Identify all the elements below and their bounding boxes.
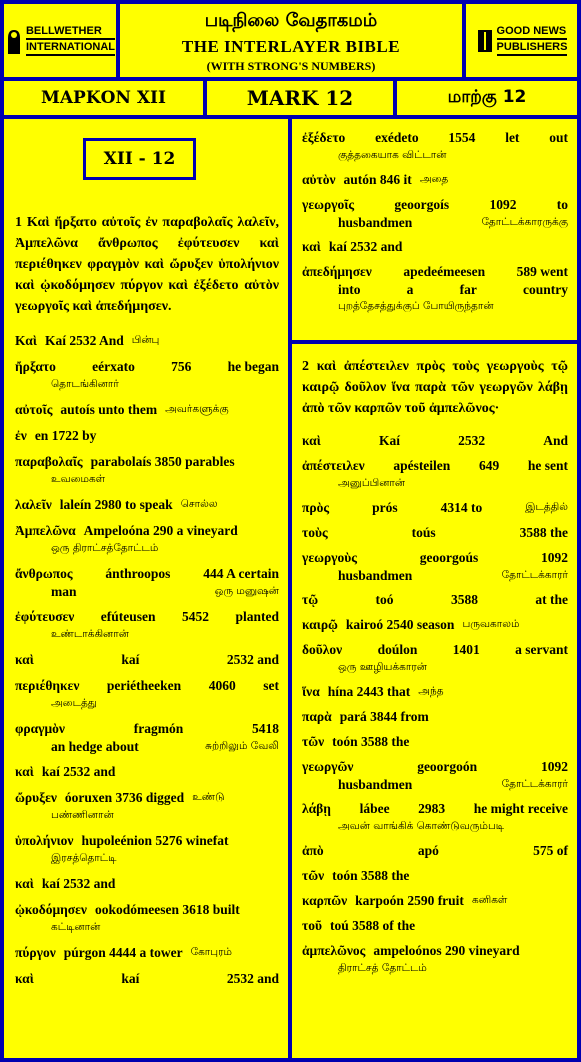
greek-word: τῶν [302,734,325,749]
word-detail: parabolaís 3850 parables [90,454,235,469]
tamil-gloss: தோட்டக்காரர் [501,778,568,790]
left-column [15,212,279,995]
word-entry [302,866,568,885]
word-entry [302,431,568,450]
word-detail: country [522,282,568,297]
greek-word: γεωργοῖς [302,197,355,212]
publisher-logo-left [4,4,116,77]
greek-word: πύργον [15,945,56,960]
word-detail: Kaí [378,433,400,448]
book-icon [476,26,494,56]
greek-word: καὶ [15,876,34,891]
tamil-gloss: திராட்சத் தோட்டம் [338,962,427,974]
tamil-gloss: இடத்தில் [525,501,568,513]
word-detail: kaí [121,652,140,667]
word-detail: toú 3588 of the [329,918,416,933]
word-entry [302,891,568,910]
greek-word: γεωργοὺς [302,550,357,565]
word-detail: en 1722 by [34,428,97,443]
word-detail: 4060 [208,678,236,693]
word-entry [302,456,568,492]
word-detail: set [263,678,279,693]
greek-word: ἤρξατο [15,359,56,374]
word-entry [15,650,279,669]
greek-word: πρὸς [302,500,330,515]
word-detail: hupoleénion 5276 winefat [81,833,229,848]
word-detail: fragmón [133,721,184,736]
greek-word: αὐτὸν [302,172,336,187]
greek-word: ἄνθρωπος [15,566,73,581]
greek-word: ἵνα [302,684,320,699]
word-entry [302,799,568,835]
tamil-gloss: பருவகாலம் [462,618,520,630]
tamil-gloss: தோட்டக்காரர் [501,569,568,581]
tamil-gloss: புறத்தேசத்துக்குப் போயிருந்தான் [338,300,494,312]
word-entry [15,331,279,350]
greek-word: καὶ [15,652,34,667]
word-detail: 2983 [418,801,446,816]
word-detail: kaí 2532 and [41,876,116,891]
word-entry [15,607,279,643]
word-detail: he sent [527,458,568,473]
word-detail: kaí 2532 and [328,239,403,254]
tamil-gloss: ஒரு திராட்சத்தோட்டம் [51,542,159,554]
word-detail: geoorgoón [417,759,478,774]
greek-word: γεωργῶν [302,759,354,774]
word-detail: toón 3588 the [332,868,410,883]
word-detail: doúlon [377,642,418,657]
word-entry [15,495,279,514]
greek-word: φραγμὸν [15,721,65,736]
word-detail: kairoó 2540 season [345,617,455,632]
greek-word: ἐν [15,428,27,443]
word-entry [15,426,279,445]
word-detail: a [406,282,414,297]
word-detail: 2532 [458,433,486,448]
ram-icon [5,26,23,56]
word-detail: hína 2443 that [327,684,411,699]
word-entry [15,788,279,824]
tamil-gloss: பின்பு [131,334,160,346]
word-entry [15,719,279,755]
word-entry [15,762,279,781]
word-entry [15,357,279,393]
word-detail: 1554 [448,130,476,145]
word-detail: autoís unto them [60,402,158,417]
word-detail: man [51,584,77,599]
greek-word: ᾠκοδόμησεν [15,902,87,917]
word-detail: he might receive [473,801,568,816]
word-entry [302,590,568,609]
tamil-gloss: அவன் வாங்கிக் கொண்டுவரும்படி [338,820,505,832]
word-detail: planted [235,609,279,624]
logo-left-line2: INTERNATIONAL [26,41,115,56]
word-entry [302,548,568,584]
greek-word: ὑπολήνιον [15,833,74,848]
tamil-gloss: உவமைகள் [51,473,106,485]
tamil-gloss: அனுப்பினான் [338,477,406,489]
greek-word: καὶ [15,764,34,779]
greek-word: περιέθηκεν [15,678,80,693]
word-detail: ampeloónos 290 vineyard [373,943,520,958]
word-detail: 1092 [540,759,568,774]
word-detail: geoorgoís [394,197,450,212]
word-detail: he began [227,359,279,374]
greek-word: ἀπὸ [302,843,324,858]
greek-word: ὤρυξεν [15,790,57,805]
word-entry [302,682,568,701]
logo-left-line1: BELLWETHER [26,25,115,40]
word-detail: an hedge about [51,739,139,754]
tamil-gloss: அதை [419,173,449,185]
word-detail: 444 A certain [203,566,279,581]
word-detail: husbandmen [338,215,413,230]
title-subtitle: (WITH STRONG'S NUMBERS) [206,59,376,73]
tamil-gloss: ஒரு ஊழியக்காரன் [338,661,427,673]
greek-word: τοὺς [302,525,328,540]
word-entry [302,941,568,977]
tamil-gloss: கட்டினான் [51,921,101,933]
word-detail: to [556,197,568,212]
word-entry [15,831,279,867]
word-detail: far [459,282,477,297]
word-detail: out [549,130,568,145]
greek-word: καὶ [302,433,321,448]
top-right-word-list [302,128,568,321]
word-detail: kaí [121,971,140,986]
word-detail: ánthroopos [105,566,171,581]
word-detail: 4314 to [440,500,483,515]
greek-chapter-label: ΜΑΡΚΟΝ ΧΙΙ [4,81,203,115]
word-entry [302,128,568,164]
word-detail: Ampeloóna 290 a vineyard [83,523,238,538]
greek-word: ἐφύτευσεν [15,609,75,624]
tamil-gloss: தொடங்கினார் [51,378,119,390]
greek-word: παρὰ [302,709,332,724]
word-entry [15,564,279,600]
right-column [302,356,568,983]
word-detail: husbandmen [338,777,413,792]
word-detail: autón 846 it [343,172,412,187]
word-detail: toó [375,592,394,607]
word-entry [302,757,568,793]
greek-word: ἀπέστειλεν [302,458,365,473]
word-detail: prós [372,500,398,515]
word-detail: apó [417,843,439,858]
title-tamil: படிநிலை வேதாகமம் [204,10,378,31]
word-detail: toón 3588 the [332,734,410,749]
publisher-logo-right [466,4,577,77]
word-entry [302,523,568,542]
word-detail: pará 3844 from [339,709,429,724]
greek-word: καὶ [302,239,321,254]
tamil-gloss: அவர்களுக்கு [165,403,229,415]
word-detail: 1401 [452,642,480,657]
word-detail: 2532 and [226,971,279,986]
word-detail: a servant [515,642,568,657]
logo-right-line1: GOOD NEWS [497,25,568,40]
word-entry [15,521,279,557]
word-detail: kaí 2532 and [41,764,116,779]
word-detail: let [505,130,520,145]
word-entry [302,237,568,256]
logo-right-line2: PUBLISHERS [497,41,568,56]
greek-word: λαλεῖν [15,497,52,512]
title-english: THE INTERLAYER BIBLE [181,37,401,56]
greek-word: παραβολαῖς [15,454,83,469]
word-entry [302,170,568,189]
word-detail: apedeémeesen [403,264,486,279]
word-detail: And [543,433,568,448]
greek-word: τῷ [302,592,319,607]
tamil-gloss: பண்ணினான் [51,809,114,821]
word-detail: 1092 [540,550,568,565]
tamil-gloss: சொல்ல [180,498,218,510]
word-detail: púrgon 4444 a tower [63,945,183,960]
word-entry [15,874,279,893]
word-entry [15,400,279,419]
word-detail: 3588 the [519,525,568,540]
word-entry [302,262,568,315]
greek-word: ἀμπελῶνος [302,943,366,958]
word-detail: 3588 [450,592,478,607]
word-entry [15,900,279,936]
word-detail: 1092 [489,197,517,212]
word-detail: eérxato [92,359,135,374]
word-entry [15,943,279,962]
tamil-gloss: குத்தகையாக விட்டான் [338,149,447,161]
word-detail: laleín 2980 to speak [59,497,173,512]
word-detail: lábee [359,801,390,816]
word-detail: 5452 [182,609,209,624]
word-entry [15,452,279,488]
greek-word: καρπῶν [302,893,348,908]
greek-word: τῶν [302,868,325,883]
tamil-gloss: தோட்டக்காரருக்கு [481,216,568,228]
word-entry [302,615,568,634]
word-detail: geoorgoús [419,550,479,565]
word-detail: toús [411,525,436,540]
word-detail: apésteilen [393,458,451,473]
greek-word: Ἀμπελῶνα [15,523,76,538]
tamil-gloss: உண்டாக்கினான் [51,628,129,640]
tamil-gloss: இரசத்தொட்டி [51,852,117,864]
title-block [120,4,462,77]
tamil-gloss: கனிகள் [471,894,508,906]
greek-word: Καὶ [15,333,37,348]
greek-word: καὶ [15,971,34,986]
tamil-chapter-label: மாற்கு 12 [397,81,577,115]
greek-word: τοῦ [302,918,322,933]
tamil-gloss: அடைத்து [51,697,97,709]
word-detail: exédeto [375,130,419,145]
greek-word: καιρῷ [302,617,338,632]
greek-word: ἐξέδετο [302,130,346,145]
chapter-box: XII - 12 [83,138,196,180]
word-detail: óoruxen 3736 digged [64,790,185,805]
word-detail: ookodómeesen 3618 built [94,902,240,917]
tamil-gloss: ஒரு மனுஷன் [214,585,279,597]
word-detail: efúteusen [100,609,156,624]
word-detail: husbandmen [338,568,413,583]
word-detail: 5418 [252,721,279,736]
word-entry [302,195,568,231]
right-word-list [302,431,568,977]
word-entry [302,841,568,860]
word-entry [15,676,279,712]
word-detail: karpoón 2590 fruit [355,893,464,908]
word-entry [302,707,568,726]
greek-word: ἀπεδήμησεν [302,264,372,279]
word-detail: 575 of [533,843,568,858]
word-detail: 649 [478,458,500,473]
word-entry [302,498,568,517]
left-word-list [15,331,279,988]
word-detail: into [338,282,361,297]
tamil-gloss: கோபுரம் [190,946,232,958]
greek-word: δοῦλον [302,642,343,657]
word-entry [302,916,568,935]
word-detail: 2532 and [226,652,279,667]
verse-1-text: 1 Καὶ ἤρξατο αὐτοῖς ἐν παραβολαῖς λαλεῖν, Ἀμπελῶνα ἄνθρωπος ἐφύτευσεν καὶ περιέθηκεν φραγμὸν καὶ ὤρυξεν ὑπολήνιον καὶ ᾠκοδόμησεν πύργον καὶ ἐξέδετο αὐτὸν γεωργοῖς καὶ ἀπεδήμησεν. [15,215,279,314]
word-detail: Kaí 2532 And [44,333,124,348]
word-detail: periétheeken [106,678,182,693]
tamil-gloss: அந்த [418,685,444,697]
word-detail: 756 [171,359,192,374]
word-detail: at the [535,592,568,607]
word-entry [302,732,568,751]
word-entry [302,640,568,676]
word-entry [15,969,279,988]
tamil-gloss: உண்டு [192,791,225,803]
greek-word: αὐτοῖς [15,402,53,417]
verse-2-text: 2 καὶ ἀπέστειλεν πρὸς τοὺς γεωργοὺς τῷ καιρῷ δοῦλον ἵνα παρὰ τῶν γεωργῶν λάβῃ ἀπὸ τῶν καρπῶν τοῦ ἀμπελῶνος· [302,359,568,416]
greek-word: λάβῃ [302,801,331,816]
tamil-gloss: சுற்றிலும் வேலி [205,740,279,752]
english-chapter-label: MARK 12 [207,81,393,115]
word-detail: 589 went [516,264,568,279]
